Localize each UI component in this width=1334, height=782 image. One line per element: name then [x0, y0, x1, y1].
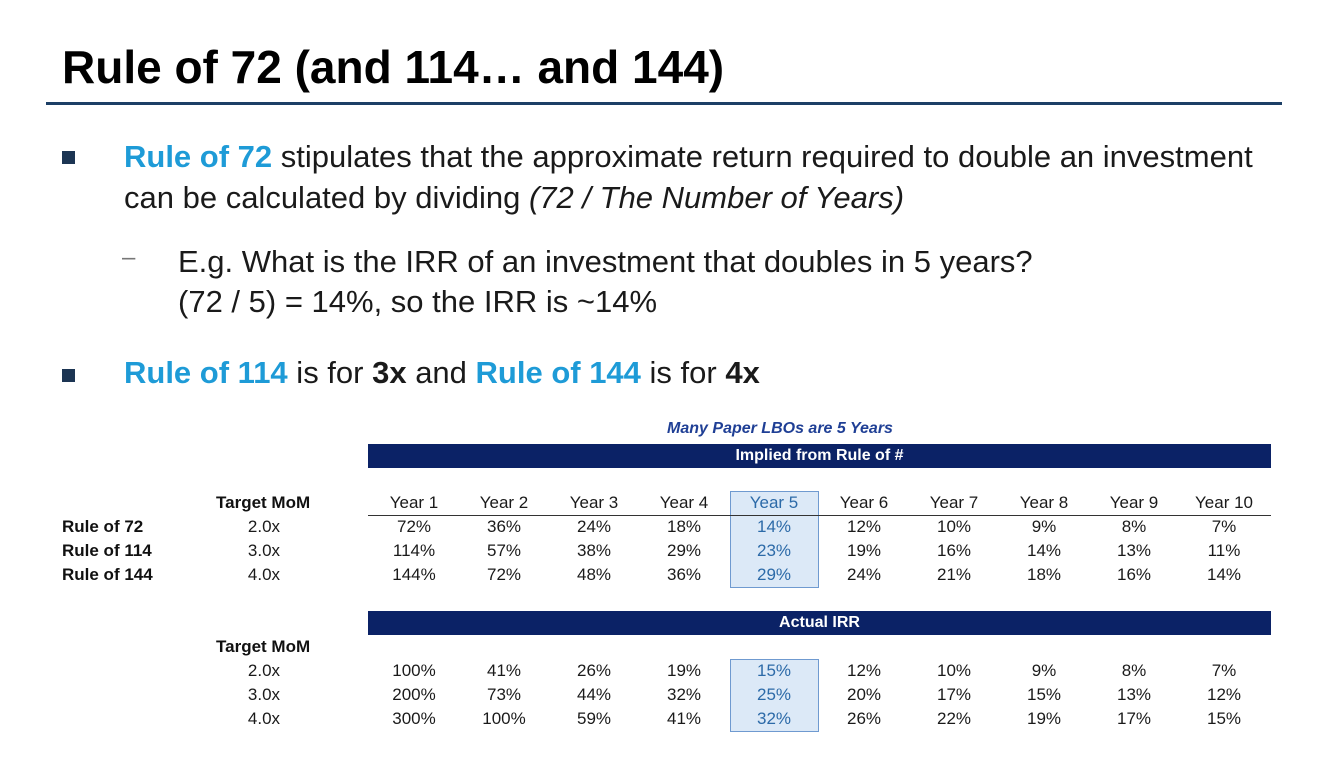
rule-of-72-highlight: Rule of 72: [124, 139, 273, 174]
implied-irr-cell: 9%: [1031, 517, 1057, 536]
bullet1-text: stipulates that the approximate return required to double an investment can be calculated by dividing: [124, 139, 1253, 215]
year-header: Year 4: [659, 493, 709, 512]
page-title: Rule of 72 (and 114… and 144): [62, 41, 725, 93]
rule-of-144-highlight: Rule of 144: [475, 355, 641, 390]
implied-irr-cell: 24%: [576, 517, 612, 536]
implied-irr-cell: 72%: [486, 565, 522, 584]
target-mom-header: Target MoM: [216, 637, 311, 656]
implied-irr-cell: 19%: [846, 541, 882, 560]
actual-irr-cell: 22%: [936, 709, 972, 728]
actual-irr-cell: 300%: [392, 709, 436, 728]
implied-irr-cell: 144%: [392, 565, 436, 584]
year-header: Year 1: [389, 493, 439, 512]
target-mom-value: 3.0x: [247, 541, 281, 560]
implied-irr-cell: 36%: [666, 565, 702, 584]
title-divider: [46, 102, 1282, 105]
example-answer: (72 / 5) = 14%, so the IRR is ~14%: [178, 284, 658, 319]
implied-irr-cell: 48%: [576, 565, 612, 584]
actual-irr-cell: 41%: [666, 709, 702, 728]
actual-irr-cell: 25%: [756, 685, 792, 704]
sub-bullet-dash: –: [122, 244, 136, 271]
target-mom-value: 4.0x: [247, 565, 281, 584]
actual-irr-cell: 41%: [486, 661, 522, 680]
bullet-square-icon: [62, 369, 75, 382]
implied-irr-cell: 14%: [1026, 541, 1062, 560]
implied-irr-cell: 38%: [576, 541, 612, 560]
implied-irr-cell: 16%: [936, 541, 972, 560]
year-header: Year 8: [1019, 493, 1069, 512]
actual-irr-cell: 59%: [576, 709, 612, 728]
implied-irr-cell: 23%: [756, 541, 792, 560]
implied-irr-cell: 12%: [846, 517, 882, 536]
year-header: Year 2: [479, 493, 529, 512]
actual-irr-cell: 13%: [1116, 685, 1152, 704]
bullet2-3x: 3x: [372, 355, 407, 390]
actual-irr-cell: 17%: [936, 685, 972, 704]
example-question: E.g. What is the IRR of an investment that doubles in 5 years?: [178, 244, 1033, 279]
lbo-caption: Many Paper LBOs are 5 Years: [667, 420, 893, 437]
implied-irr-cell: 21%: [936, 565, 972, 584]
actual-irr-cell: 26%: [576, 661, 612, 680]
bullet2-text-2: is for: [640, 355, 726, 390]
target-mom-value: 2.0x: [247, 661, 281, 680]
year-header: Year 9: [1109, 493, 1159, 512]
actual-irr-cell: 8%: [1121, 661, 1147, 680]
actual-irr-cell: 200%: [392, 685, 436, 704]
actual-irr-cell: 20%: [846, 685, 882, 704]
actual-irr-cell: 15%: [756, 661, 792, 680]
sub-bullet-example: [178, 242, 1258, 322]
implied-irr-cell: 18%: [1026, 565, 1062, 584]
year-header: Year 10: [1195, 493, 1253, 512]
target-mom-header: Target MoM: [216, 493, 311, 512]
implied-irr-cell: 114%: [392, 541, 436, 560]
actual-irr-cell: 15%: [1206, 709, 1242, 728]
year-header: Year 6: [839, 493, 889, 512]
actual-irr-cell: 73%: [486, 685, 522, 704]
implied-irr-cell: 16%: [1116, 565, 1152, 584]
actual-irr-cell: 12%: [1206, 685, 1242, 704]
implied-irr-cell: 29%: [756, 565, 792, 584]
rule-label: Rule of 72: [62, 517, 144, 536]
actual-irr-cell: 19%: [1026, 709, 1062, 728]
year-header: Year 5: [749, 493, 799, 512]
actual-irr-cell: 32%: [666, 685, 702, 704]
implied-irr-cell: 14%: [756, 517, 792, 536]
implied-irr-cell: 18%: [666, 517, 702, 536]
actual-irr-cell: 10%: [936, 661, 972, 680]
implied-irr-cell: 72%: [396, 517, 432, 536]
implied-irr-cell: 57%: [486, 541, 522, 560]
year-header: Year 7: [929, 493, 979, 512]
bullet2-4x: 4x: [725, 355, 760, 390]
rule-of-114-highlight: Rule of 114: [124, 355, 288, 390]
implied-irr-cell: 36%: [486, 517, 522, 536]
actual-irr-cell: 100%: [392, 661, 436, 680]
target-mom-value: 4.0x: [247, 709, 281, 728]
rule-label: Rule of 144: [62, 565, 153, 584]
implied-irr-cell: 8%: [1121, 517, 1147, 536]
implied-irr-cell: 24%: [846, 565, 882, 584]
actual-irr-cell: 17%: [1116, 709, 1152, 728]
implied-irr-cell: 14%: [1206, 565, 1242, 584]
target-mom-value: 2.0x: [247, 517, 281, 536]
year-header: Year 3: [569, 493, 619, 512]
actual-irr-cell: 15%: [1026, 685, 1062, 704]
rule-label: Rule of 114: [62, 541, 152, 560]
implied-irr-cell: 10%: [936, 517, 972, 536]
actual-irr-cell: 9%: [1031, 661, 1057, 680]
target-mom-value: 3.0x: [247, 685, 281, 704]
actual-irr-cell: 32%: [756, 709, 792, 728]
implied-irr-cell: 13%: [1116, 541, 1152, 560]
actual-irr-cell: 100%: [482, 709, 526, 728]
actual-irr-header-band: Actual IRR: [368, 611, 1271, 635]
actual-irr-cell: 7%: [1211, 661, 1237, 680]
implied-irr-cell: 11%: [1207, 541, 1241, 560]
implied-irr-cell: 29%: [666, 541, 702, 560]
bullet1-formula: (72 / The Number of Years): [528, 180, 905, 215]
bullet-rule-of-72: [124, 136, 1264, 218]
implied-irr-cell: 7%: [1211, 517, 1237, 536]
implied-header-band: Implied from Rule of #: [368, 444, 1271, 468]
bullet-square-icon: [62, 151, 75, 164]
bullet2-text-1: is for: [287, 355, 373, 390]
actual-irr-cell: 44%: [576, 685, 612, 704]
actual-irr-cell: 26%: [846, 709, 882, 728]
actual-irr-cell: 19%: [666, 661, 702, 680]
actual-irr-cell: 12%: [846, 661, 882, 680]
bullet-rule-of-114-144: [124, 353, 760, 393]
bullet2-and: and: [406, 355, 476, 390]
